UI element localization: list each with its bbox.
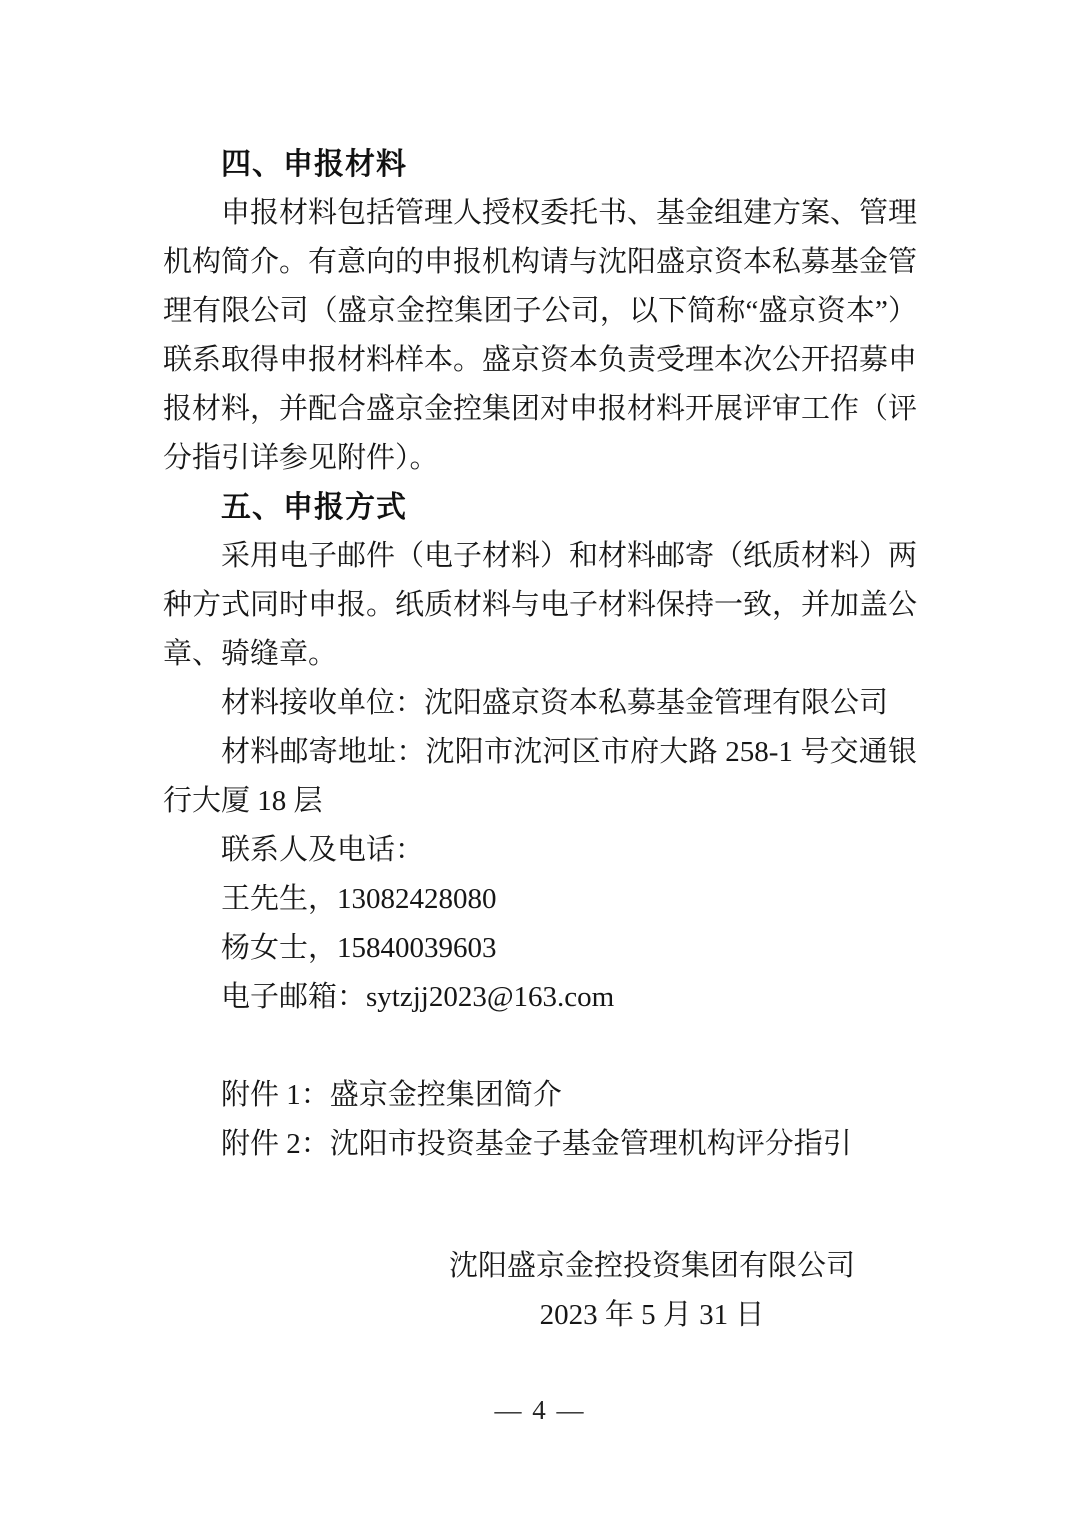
attachment-1-line: 附件 1：盛京金控集团简介 [221,1079,562,1111]
signature-block [387,1242,917,1340]
email-line: 电子邮箱：sytzjj2023@163.com [221,981,615,1013]
contact-yang-line: 杨女士，15840039603 [221,932,497,964]
section-5-heading: 五、申报方式 [221,491,407,524]
signature-date: 2023 年 5 月 31 日 [539,1299,765,1331]
section-4-paragraph: 申报材料包括管理人授权委托书、基金组建方案、管理机构简介。有意向的申报机构请与沈阳盛京资本私募基金管理有限公司（盛京金控集团子公司，以下简称“盛京资本”）联系取得申报材料样本。盛京资本负责受理本次公开招募申报材料，并配合盛京金控集团对申报材料开展评审工作（评分指引详参见附件）。 [163,197,918,474]
attachment-2-line: 附件 2：沈阳市投资基金子基金管理机构评分指引 [221,1128,852,1160]
section-4-heading: 四、申报材料 [221,148,407,181]
section-5-paragraph: 采用电子邮件（电子材料）和材料邮寄（纸质材料）两种方式同时申报。纸质材料与电子材料保持一致，并加盖公章、骑缝章。 [163,540,918,670]
mail-address-line: 材料邮寄地址：沈阳市沈河区市府大路 258-1 号交通银行大厦 18 层 [163,736,917,817]
blank-line-spacer [163,1022,917,1071]
contact-label-line: 联系人及电话： [221,834,425,866]
material-receiver-line: 材料接收单位：沈阳盛京资本私募基金管理有限公司 [221,687,889,719]
page-number: — 4 — [494,1395,586,1425]
document-body [163,140,917,1340]
contact-wang-line: 王先生，13082428080 [221,883,497,915]
signature-company: 沈阳盛京金控投资集团有限公司 [448,1250,855,1282]
